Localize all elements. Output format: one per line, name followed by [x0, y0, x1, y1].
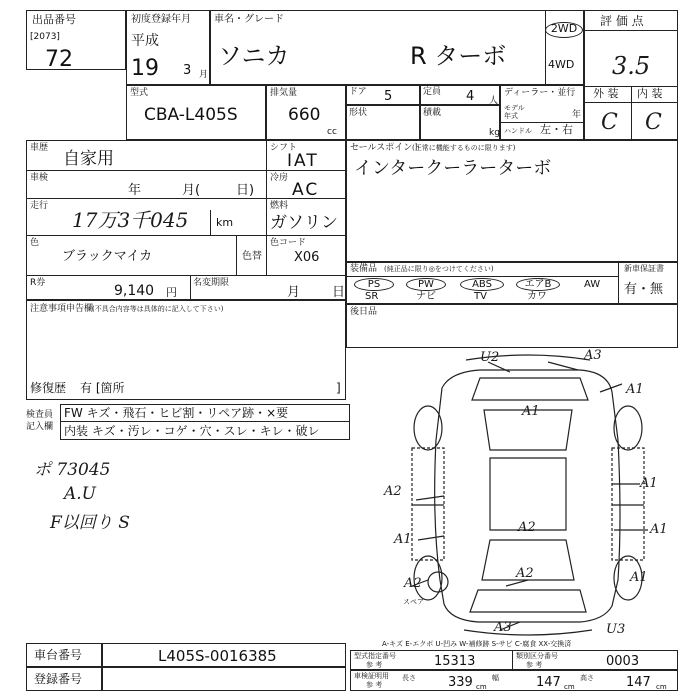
grade-mid-divider: [631, 86, 632, 140]
mileage-label: 走行: [30, 201, 49, 211]
length: 339: [448, 675, 473, 690]
mark-a1-hood: A1: [522, 404, 540, 419]
shift-label: シフト: [270, 143, 298, 153]
inspection-month: 月(: [182, 183, 201, 198]
name-change-label: 名変期限: [193, 278, 230, 288]
reg-label: 登録番号: [34, 672, 83, 686]
inspection-year: 年: [128, 183, 142, 198]
equip-leather: カワ: [527, 291, 547, 302]
recycle-label: R券: [30, 278, 46, 288]
handle-label: ハンドル: [504, 127, 532, 135]
notes-box: [26, 300, 346, 400]
car-name: ソニカ: [218, 42, 290, 70]
inspection-day: 日): [236, 183, 255, 198]
spare-label: スペア: [403, 598, 424, 606]
drive-4wd: 4WD: [548, 58, 575, 71]
sales-point-text: インタークーラーターボ: [354, 158, 552, 179]
doors-label: ドア: [349, 87, 367, 97]
mark-a3-bottom: A3: [494, 620, 512, 635]
color-code: X06: [294, 250, 320, 265]
category-label: 車歴: [30, 143, 49, 153]
inspector-row-1: FW キズ・飛石・ヒビ割・リペア跡・×要: [64, 406, 289, 420]
capacity-label: 定員: [423, 87, 442, 97]
mileage-unit-divider: [210, 210, 211, 235]
doors: 5: [384, 89, 393, 104]
first-reg-label: 初度登録年月: [131, 14, 191, 25]
chassis-label: 車台番号: [34, 648, 83, 662]
equip-airbag: エアB: [516, 278, 560, 291]
inspector-label-1: 検査員: [26, 410, 54, 420]
name-change-day: 日: [332, 285, 346, 300]
score-value: 3.5: [612, 52, 651, 80]
equip-sr: SR: [365, 291, 379, 302]
category: 自家用: [63, 149, 114, 169]
shift-divider: [266, 140, 267, 235]
displacement: 660: [288, 105, 321, 125]
repair-label: 修復歴: [30, 381, 67, 395]
warranty-divider: [618, 262, 619, 304]
name-change-month: 月: [287, 285, 301, 300]
warranty-label: 新車保証書: [624, 264, 664, 273]
row-divider-4: [26, 275, 346, 276]
inspector-row-2: 内装 キズ・汚レ・コゲ・穴・スレ・キレ・破レ: [64, 424, 320, 438]
score-label: 評 価 点: [600, 14, 644, 28]
equip-navi: ナビ: [416, 291, 436, 302]
displacement-label: 排気量: [270, 88, 298, 98]
length-prefix: 長さ: [402, 674, 416, 682]
handwritten-note-3: F以回り S: [50, 513, 130, 533]
row-divider-3: [26, 235, 346, 236]
repair-close: ]: [336, 381, 341, 395]
exterior-label: 外 装: [593, 87, 619, 100]
row-divider-1: [26, 170, 346, 171]
shape-label: 形状: [349, 108, 368, 118]
class-divider: [512, 650, 513, 670]
notes-label: 注意事項申告欄: [30, 304, 94, 314]
reg-box: [102, 667, 346, 691]
exterior-grade: C: [601, 110, 618, 135]
mark-a1-rr: A1: [630, 570, 648, 585]
model-year-unit: 年: [572, 110, 582, 120]
class-label: 類別区分番号: [516, 652, 558, 660]
damage-legend: A-キズ E-エクボ U-凹み W-補修跡 S-サビ C-腐食 XX-交換済: [382, 640, 572, 648]
model: CBA-L405S: [144, 105, 238, 125]
equip-ps: PS: [354, 278, 394, 291]
row-divider-2: [26, 198, 346, 199]
equipment-sub: (純正品に限り◎をつけてください): [384, 265, 494, 273]
recycle-unit: 円: [166, 286, 177, 299]
length-label: 車検証明用: [354, 672, 389, 680]
width: 147: [536, 675, 561, 690]
car-name-label: 車名・グレード: [214, 14, 284, 25]
width-prefix: 幅: [492, 674, 499, 682]
mark-a1-lrdoor: A1: [394, 532, 412, 547]
color-change-divider: [236, 235, 237, 275]
capacity: 4: [466, 89, 475, 104]
recycle: 9,140: [114, 283, 155, 299]
ac-label: 冷房: [270, 173, 289, 183]
interior-label: 内 装: [637, 87, 663, 100]
handle-value: 左・右: [540, 123, 573, 136]
class-sub: 参 考: [526, 661, 543, 669]
model-year-label: モデル年式: [504, 104, 525, 120]
repair-value: 有 [箇所: [80, 381, 125, 395]
color-change-label: 色替: [242, 251, 262, 262]
equip-abs: ABS: [460, 278, 504, 291]
inspection-label: 車検: [30, 173, 49, 183]
drive-divider: [545, 10, 546, 85]
grade-divider-2: [584, 102, 678, 103]
mileage-unit: km: [216, 216, 234, 229]
lot-label: 出品番号: [32, 13, 76, 26]
type-cert: 15313: [434, 654, 476, 669]
height-prefix: 高さ: [580, 674, 594, 682]
handwritten-note-1: ポ 73045: [34, 460, 111, 480]
height-unit: cm: [656, 683, 667, 691]
mark-a1-fr: A1: [626, 382, 644, 397]
fuel-label: 燃料: [270, 201, 289, 211]
sales-point-label: セールスポイント: [350, 143, 422, 153]
lot-sub: [2073]: [30, 32, 60, 42]
length-sub: 参 考: [366, 681, 383, 689]
mark-a1-rrdoor: A1: [650, 522, 668, 537]
type-cert-sub: 参 考: [366, 661, 383, 669]
width-unit: cm: [564, 683, 575, 691]
warranty-value: 有・無: [624, 282, 664, 297]
type-cert-label: 型式指定番号: [354, 652, 396, 660]
model-label: 型式: [130, 88, 149, 98]
color: ブラックマイカ: [62, 249, 153, 264]
mark-a1-rdoor: A1: [640, 476, 658, 491]
color-code-divider: [266, 235, 267, 275]
mark-a2-spare: A2: [404, 576, 422, 591]
month: 3: [183, 63, 192, 78]
load-unit: kg: [489, 128, 500, 138]
load-label: 積載: [423, 108, 442, 118]
score-divider: [584, 30, 678, 31]
mark-a2-mid: A2: [518, 520, 536, 535]
displacement-unit: cc: [327, 127, 337, 137]
height: 147: [626, 675, 651, 690]
mark-u3: U3: [606, 622, 626, 637]
equipment-divider: [346, 276, 618, 277]
mileage: 17万3千045: [72, 208, 189, 232]
sales-point-sub: (正常に機能するものに限ります): [412, 144, 516, 152]
length-unit: cm: [476, 683, 487, 691]
year: 19: [131, 56, 159, 81]
class-num: 0003: [606, 654, 640, 669]
inspector-label-2: 記入欄: [26, 422, 54, 432]
post-install-label: 後日品: [350, 307, 378, 317]
inspector-divider: [60, 421, 350, 422]
capacity-unit: 人: [489, 96, 499, 106]
month-unit: 月: [199, 70, 209, 80]
fuel: ガソリン: [270, 213, 338, 233]
post-install-box: [346, 304, 678, 348]
handwritten-note-2: A.U: [64, 484, 97, 504]
mark-a3-top: A3: [584, 348, 602, 363]
mark-u2: U2: [480, 350, 500, 365]
shift: IAT: [287, 151, 319, 171]
color-code-label: 色コード: [270, 238, 307, 248]
chassis: L405S-0016385: [158, 647, 277, 665]
equip-aw: AW: [584, 279, 601, 290]
name-change-divider: [190, 275, 191, 300]
dealer-label: ディーラー・並行: [504, 88, 576, 98]
interior-grade: C: [645, 110, 662, 135]
ac: AC: [292, 180, 320, 200]
mark-a2-ldoor: A2: [384, 484, 402, 499]
mark-a2-rear: A2: [516, 566, 534, 581]
grade: R ターボ: [410, 42, 507, 70]
equip-pw: PW: [406, 278, 446, 291]
era: 平成: [131, 33, 159, 49]
lot-number: 72: [45, 47, 73, 72]
equip-tv: TV: [474, 291, 487, 302]
notes-sub: (不具合内容等は具体的に記入して下さい): [92, 305, 224, 313]
drive-2wd-circled: 2WD: [545, 22, 583, 38]
color-label: 色: [30, 238, 40, 248]
equipment-label: 装備品: [350, 264, 378, 274]
